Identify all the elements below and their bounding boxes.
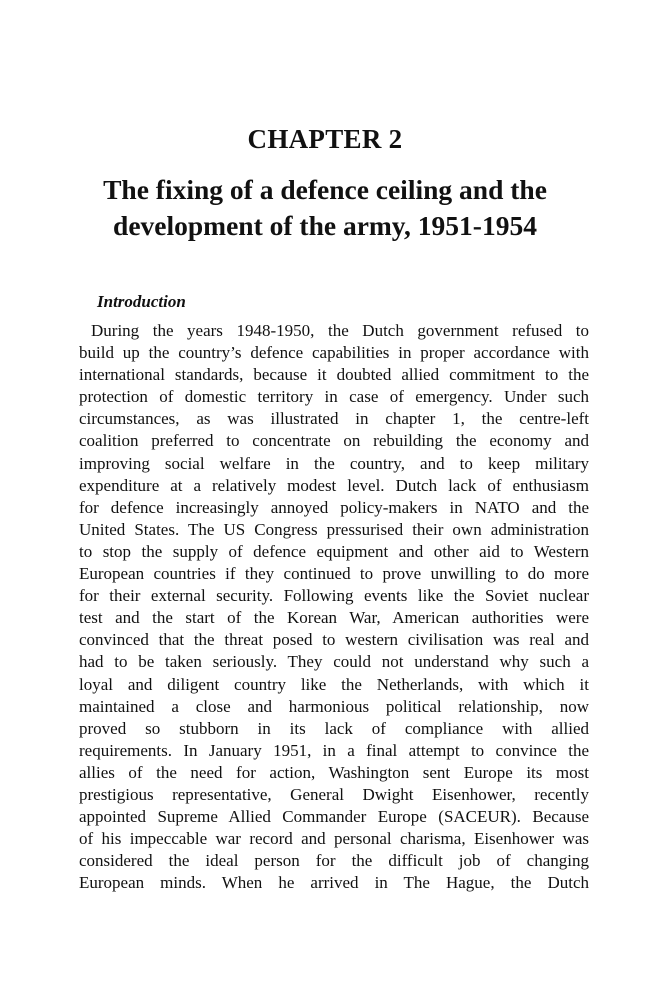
chapter-title-line: The fixing of a defence ceiling and the	[103, 174, 547, 205]
paragraph-line: test and the start of the Korean War, American authorities were	[79, 608, 589, 628]
paragraph-line: circumstances, as was illustrated in chapter 1, the centre-left	[79, 409, 589, 429]
body-paragraph	[79, 320, 589, 894]
paragraph-line: considered the ideal person for the difficult job of changing	[79, 851, 589, 871]
paragraph-line: requirements. In January 1951, in a final attempt to convince the	[79, 740, 589, 760]
paragraph-line: to stop the supply of defence equipment and other aid to Western	[79, 541, 589, 561]
chapter-title-line: development of the army, 1951-1954	[113, 210, 537, 241]
paragraph-line: build up the country’s defence capabilities in proper accordance with	[79, 343, 589, 363]
chapter-title	[0, 172, 650, 244]
paragraph-line: allies of the need for action, Washington sent Europe its most	[79, 762, 589, 782]
paragraph-line: loyal and diligent country like the Netherlands, with which it	[79, 674, 589, 694]
paragraph-line: of his impeccable war record and personal charisma, Eisenhower was	[79, 829, 589, 849]
paragraph-line: had to be taken seriously. They could not understand why such a	[79, 652, 589, 672]
paragraph-line: maintained a close and harmonious political relationship, now	[79, 696, 589, 716]
paragraph-line: During the years 1948-1950, the Dutch government refused to	[91, 321, 589, 340]
paragraph-line: convinced that the threat posed to western civilisation was real and	[79, 630, 589, 650]
paragraph-line: appointed Supreme Allied Commander Europe (SACEUR). Because	[79, 807, 589, 827]
paragraph-line: United States. The US Congress pressurised their own administration	[79, 519, 589, 539]
section-heading: Introduction	[97, 292, 186, 311]
paragraph-line: European minds. When he arrived in The Hague, the Dutch	[79, 873, 589, 893]
paragraph-line: European countries if they continued to prove unwilling to do more	[79, 564, 589, 584]
paragraph-line: for defence increasingly annoyed policy-makers in NATO and the	[79, 497, 589, 517]
paragraph-line: protection of domestic territory in case of emergency. Under such	[79, 387, 589, 407]
chapter-label: CHAPTER 2	[247, 124, 403, 154]
paragraph-line: prestigious representative, General Dwight Eisenhower, recently	[79, 784, 589, 804]
paragraph-line: international standards, because it doubted allied commitment to the	[79, 365, 589, 385]
paragraph-line: expenditure at a relatively modest level. Dutch lack of enthusiasm	[79, 475, 589, 495]
paragraph-line: for their external security. Following events like the Soviet nuclear	[79, 586, 589, 606]
paragraph-line: proved so stubborn in its lack of compliance with allied	[79, 718, 589, 738]
paragraph-line: improving social welfare in the country, and to keep military	[79, 453, 589, 473]
paragraph-line: coalition preferred to concentrate on rebuilding the economy and	[79, 431, 589, 451]
